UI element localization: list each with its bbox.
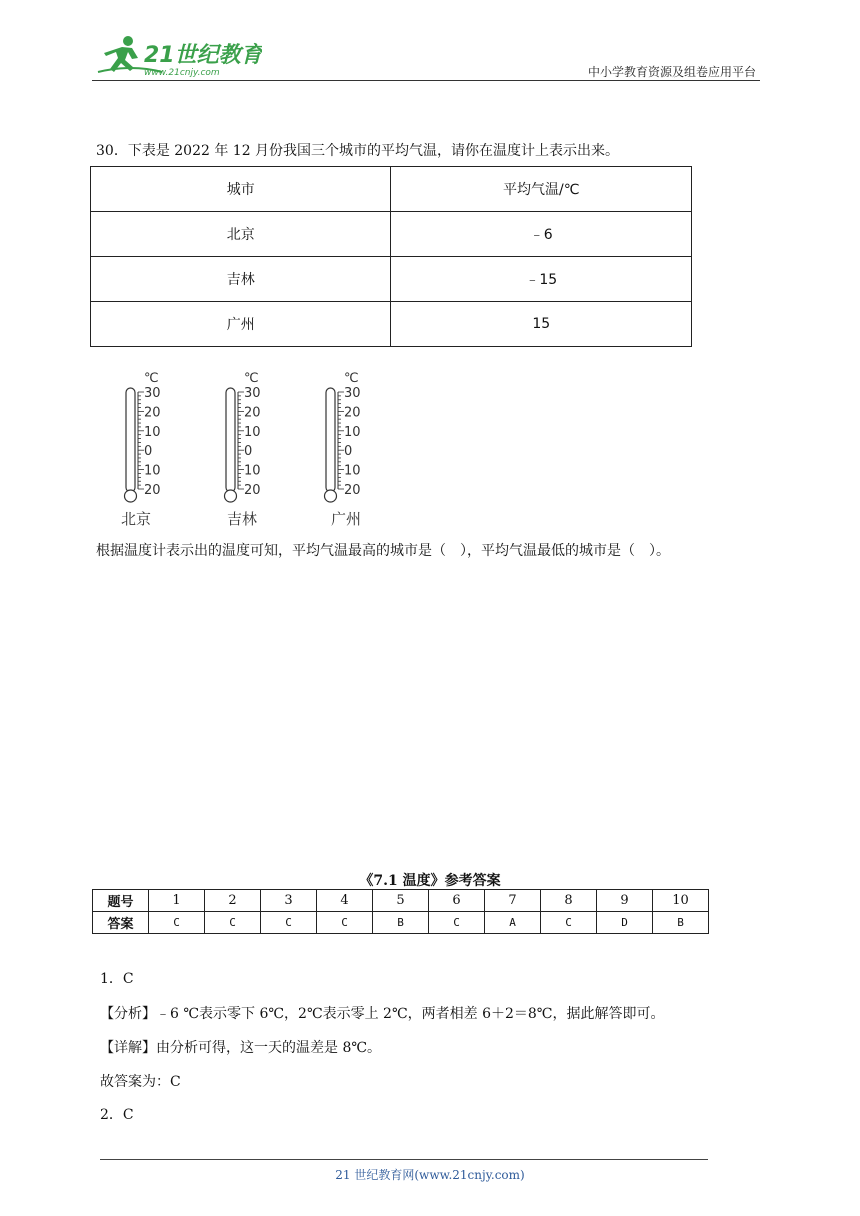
scale-label: 20 — [344, 405, 361, 421]
city-cell: 广州 — [91, 302, 391, 347]
answer-number-row — [93, 890, 709, 912]
unit-label: ℃ — [244, 371, 259, 386]
answer-number-cell: 9 — [597, 890, 653, 912]
thermometer — [220, 368, 300, 530]
scale-label: 20 — [344, 483, 361, 498]
scale-label: 20 — [244, 483, 261, 498]
thermometer-label: 吉林 — [226, 510, 257, 528]
scale-label: 20 — [144, 405, 161, 421]
header-temp: 平均气温/℃ — [391, 167, 692, 212]
thermometer-bulb — [225, 490, 237, 502]
answer-value-cell: A — [485, 912, 541, 934]
thermometer-graphic — [120, 368, 200, 508]
table-row — [91, 257, 692, 302]
answer-number-cell: 2 — [205, 890, 261, 912]
scale-label: 10 — [144, 463, 161, 479]
thermometer-tube — [326, 388, 335, 492]
thermometer — [320, 368, 400, 530]
scale-label: 0 — [344, 444, 353, 460]
answer-number-cell: 10 — [653, 890, 709, 912]
scale-label: 10 — [144, 424, 161, 440]
scale-label: 20 — [244, 405, 261, 421]
scale-label: 10 — [244, 463, 261, 479]
table-row — [91, 212, 692, 257]
site-logo — [92, 34, 262, 80]
answer-value-header: 答案 — [93, 912, 149, 934]
thermometer-label: 北京 — [120, 510, 151, 528]
svg-text:21世纪教育: 21世纪教育 — [144, 43, 262, 68]
scale-label: 30 — [244, 386, 261, 401]
thermometer-bulb — [125, 490, 137, 502]
table-header-row — [91, 167, 692, 212]
unit-label: ℃ — [344, 371, 359, 386]
answer-line: 【分析】﹣6 ℃表示零下 6℃，2℃表示零上 2℃，两者相差 6＋2＝8℃，据此解答即可。 — [100, 1006, 665, 1022]
answer-value-cell: C — [541, 912, 597, 934]
temperature-table — [90, 166, 692, 347]
answer-number-cell: 8 — [541, 890, 597, 912]
answer-value-cell: C — [205, 912, 261, 934]
svg-text:www.21cnjy.com: www.21cnjy.com — [144, 68, 220, 78]
answer-table — [92, 889, 709, 934]
thermometer-label: 广州 — [330, 510, 361, 528]
answer-value-cell: C — [149, 912, 205, 934]
thermometer-graphic — [320, 368, 400, 508]
scale-label: 10 — [344, 424, 361, 440]
scale-label: 0 — [244, 444, 253, 460]
answer-line: 2．C — [100, 1107, 134, 1123]
footer-divider — [100, 1159, 708, 1160]
temp-cell: ﹣6 — [391, 212, 692, 257]
temp-cell: 15 — [391, 302, 692, 347]
answer-value-cell: C — [261, 912, 317, 934]
answer-value-cell: B — [373, 912, 429, 934]
header-city: 城市 — [91, 167, 391, 212]
scale-label: 30 — [144, 386, 161, 401]
answer-number-cell: 3 — [261, 890, 317, 912]
answer-number-cell: 4 — [317, 890, 373, 912]
thermometer-tube — [126, 388, 135, 492]
answer-number-cell: 7 — [485, 890, 541, 912]
answer-number-cell: 6 — [429, 890, 485, 912]
thermometer — [120, 368, 200, 530]
thermometer-tube — [226, 388, 235, 492]
answer-line: 故答案为：C — [100, 1074, 181, 1090]
answer-value-cell: D — [597, 912, 653, 934]
city-cell: 吉林 — [91, 257, 391, 302]
temp-cell: ﹣15 — [391, 257, 692, 302]
scale-label: 10 — [244, 424, 261, 440]
question-text: 30．下表是 2022 年 12 月份我国三个城市的平均气温，请你在温度计上表示出来。 — [96, 143, 620, 159]
scale-label: 10 — [344, 463, 361, 479]
answer-line: 【详解】由分析可得，这一天的温差是 8℃。 — [100, 1040, 382, 1056]
answer-number-cell: 5 — [373, 890, 429, 912]
table-row — [91, 302, 692, 347]
answer-line: 1．C — [100, 971, 134, 987]
answer-value-cell: B — [653, 912, 709, 934]
thermometer-graphic — [220, 368, 300, 508]
header-platform-text: 中小学教育资源及组卷应用平台 — [587, 65, 756, 79]
answer-number-cell: 1 — [149, 890, 205, 912]
city-cell: 北京 — [91, 212, 391, 257]
answer-value-cell: C — [317, 912, 373, 934]
runner-icon — [104, 36, 138, 72]
answer-value-row — [93, 912, 709, 934]
answer-number-header: 题号 — [93, 890, 149, 912]
follow-up-question: 根据温度计表示出的温度可知，平均气温最高的城市是（ ），平均气温最低的城市是（ ）。 — [96, 543, 670, 559]
unit-label: ℃ — [144, 371, 159, 386]
footer-text: 21 世纪教育网(www.21cnjy.com) — [335, 1168, 525, 1182]
answer-title: 《7.1 温度》参考答案 — [359, 873, 501, 889]
scale-label: 30 — [344, 386, 361, 401]
scale-label: 20 — [144, 483, 161, 498]
scale-label: 0 — [144, 444, 153, 460]
answer-value-cell: C — [429, 912, 485, 934]
header-divider — [92, 80, 760, 81]
thermometer-bulb — [325, 490, 337, 502]
